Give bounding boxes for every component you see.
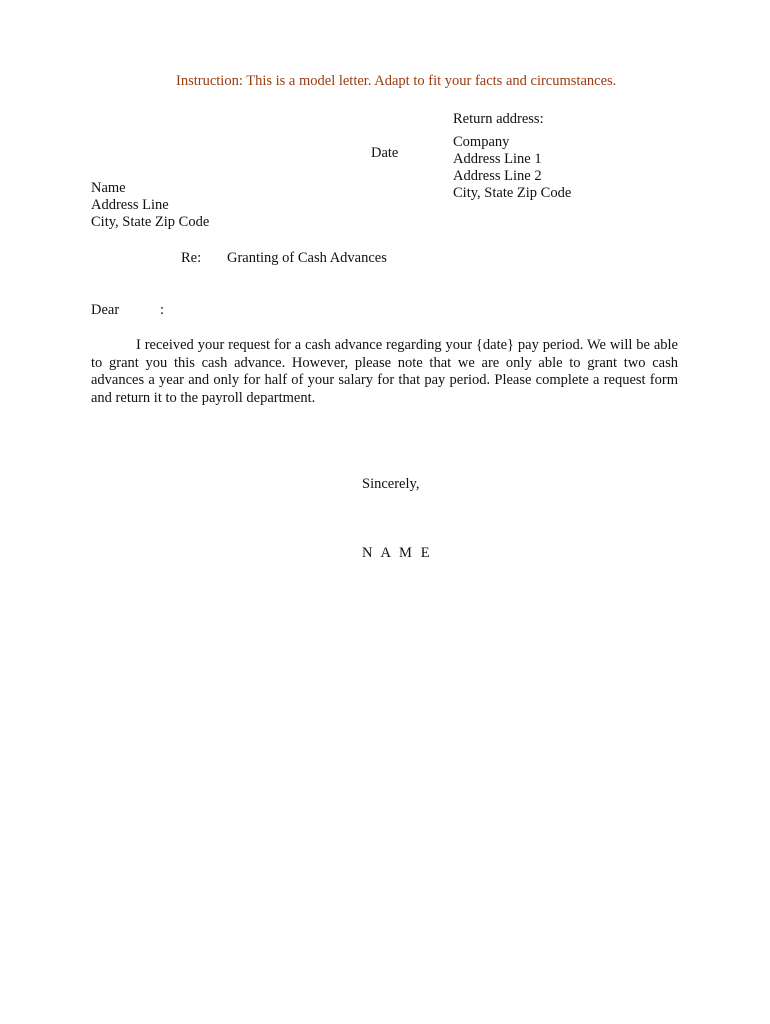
- return-address-block: [453, 134, 571, 202]
- return-address-label: Return address:: [453, 111, 544, 127]
- return-address-company: Company: [453, 134, 510, 150]
- salutation-colon: :: [160, 302, 165, 318]
- return-address-city-state-zip: City, State Zip Code: [453, 185, 572, 201]
- recipient-address-line: Address Line: [91, 197, 169, 213]
- recipient-name: Name: [91, 180, 126, 196]
- letter-body-paragraph: I received your request for a cash advance regarding your {date} pay period. We will be able to grant you this cash advance. However, please note that we are only able to grant two cash advances a year and only for half of your salary for that pay period. Please complete a request form and return it to the payroll department.: [91, 337, 678, 406]
- return-address-line-1: Address Line 1: [453, 151, 542, 167]
- re-label: Re:: [181, 250, 202, 266]
- instruction-note: Instruction: This is a model letter. Adapt to fit your facts and circumstances.: [176, 73, 617, 89]
- date-placeholder: Date: [371, 145, 399, 161]
- signature-name: N A M E: [362, 545, 433, 561]
- salutation-greeting: Dear: [91, 302, 120, 318]
- recipient-city-state-zip: City, State Zip Code: [91, 214, 210, 230]
- return-address-line-2: Address Line 2: [453, 168, 542, 184]
- re-subject: Granting of Cash Advances: [227, 250, 387, 266]
- recipient-address-block: [91, 180, 209, 231]
- closing-line: Sincerely,: [362, 476, 420, 492]
